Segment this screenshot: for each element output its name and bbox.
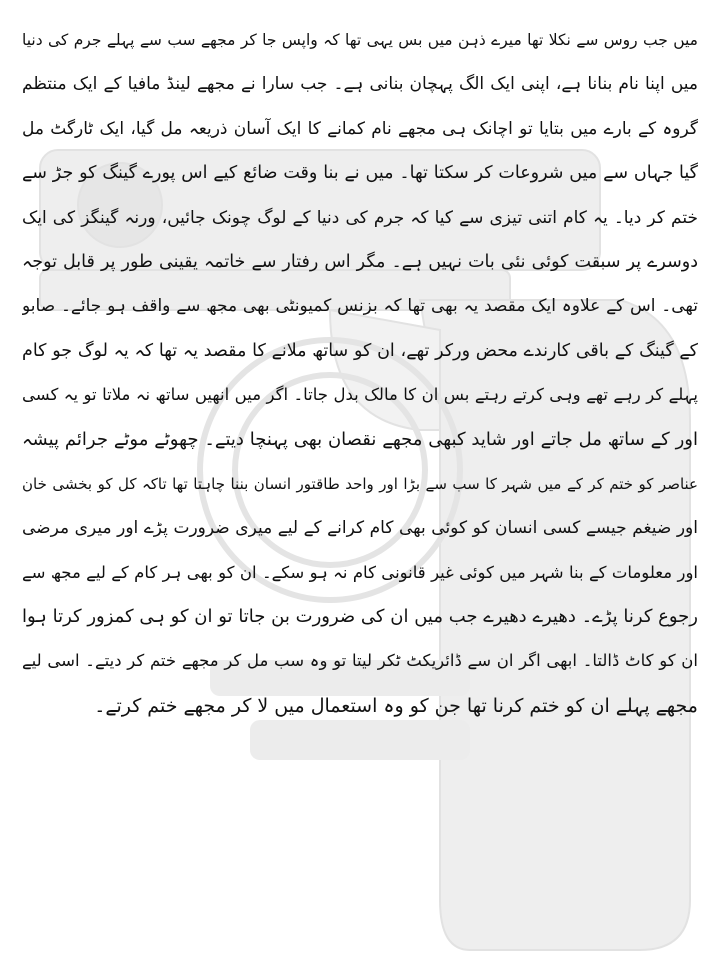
text-line: تھی۔ اس کے علاوہ ایک مقصد یہ بھی تھا کہ بزنس کمیونٹی بھی مجھ سے واقف ہو جائے۔ صابو [22,296,698,317]
text-line: گروہ کے بارے میں بتایا تو اچانک ہی مجھے نام کمانے کا ایک آسان ذریعہ مل گیا، ایک ٹارگٹ مل [22,118,698,139]
text-line-last: مجھے پہلے ان کو ختم کرنا تھا جن کو وہ استعمال میں لا کر مجھے ختم کرتے۔ [94,694,698,717]
text-line: عناصر کو ختم کر کے میں شہر کا سب سے بڑا اور واحد طاقتور انسان بننا چاہتا تھا تاکہ کل کو بخشی خان [22,474,698,493]
text-line: کے گینگ کے باقی کارندے محض ورکر تھے، ان کو ساتھ ملانے کا مقصد یہ تھا کہ یہ لوگ جو کام [22,340,698,361]
body-text [22,18,698,728]
text-line: ان کو کاٹ ڈالتا۔ ابھی اگر ان سے ڈائریکٹ ٹکر لیتا تو وہ سب مل کر مجھے ختم کر دیتے۔ اسی لیے [22,651,698,671]
text-line: دوسرے پر سبقت کوئی نئی بات نہیں ہے۔ مگر اس رفتار سے خاتمہ یقینی طور پر قابل توجہ [22,251,698,272]
text-line: پہلے کر رہے تھے وہی کرتے رہتے بس ان کا مالک بدل جاتا۔ اگر میں انھیں ساتھ نہ ملاتا تو یہ کسی [22,385,698,405]
text-line: اور معلومات کے بنا شہر میں کوئی غیر قانونی کام نہ ہو سکے۔ ان کو بھی ہر کام کے لیے مجھ سے [22,562,698,582]
text-line: میں جب روس سے نکلا تھا میرے ذہن میں بس یہی تھا کہ واپس جا کر مجھے سب سے پہلے جرم کی دنیا [22,31,698,49]
text-line: میں اپنا نام بنانا ہے، اپنی ایک الگ پہچان بنانی ہے۔ جب سارا نے مجھے لینڈ مافیا کے ایک منتظم [22,74,698,95]
text-line: گیا جہاں سے میں شروعات کر سکتا تھا۔ میں نے بنا وقت ضائع کیے اس پورے گینگ کو جڑ سے [22,163,698,184]
text-line: اور کے ساتھ مل جاتے اور شاید کبھی مجھے نقصان بھی پہنچا دیتے۔ چھوٹے موٹے جرائم پیشہ [22,428,698,450]
text-line: اور ضیغم جیسے کسی انسان کو کوئی بھی کام کرانے کے لیے میری ضرورت پڑے اور میری مرضی [22,518,698,539]
text-line: ختم کر دیا۔ یہ کام اتنی تیزی سے کیا کہ جرم کی دنیا کے لوگ چونک جائیں، ورنہ گینگز کی ایک [22,207,698,228]
text-line: رجوع کرنا پڑے۔ دھیرے دھیرے جب میں ان کی ضرورت بن جاتا تو ان کو ہی کمزور کرتا ہوا [22,606,698,628]
